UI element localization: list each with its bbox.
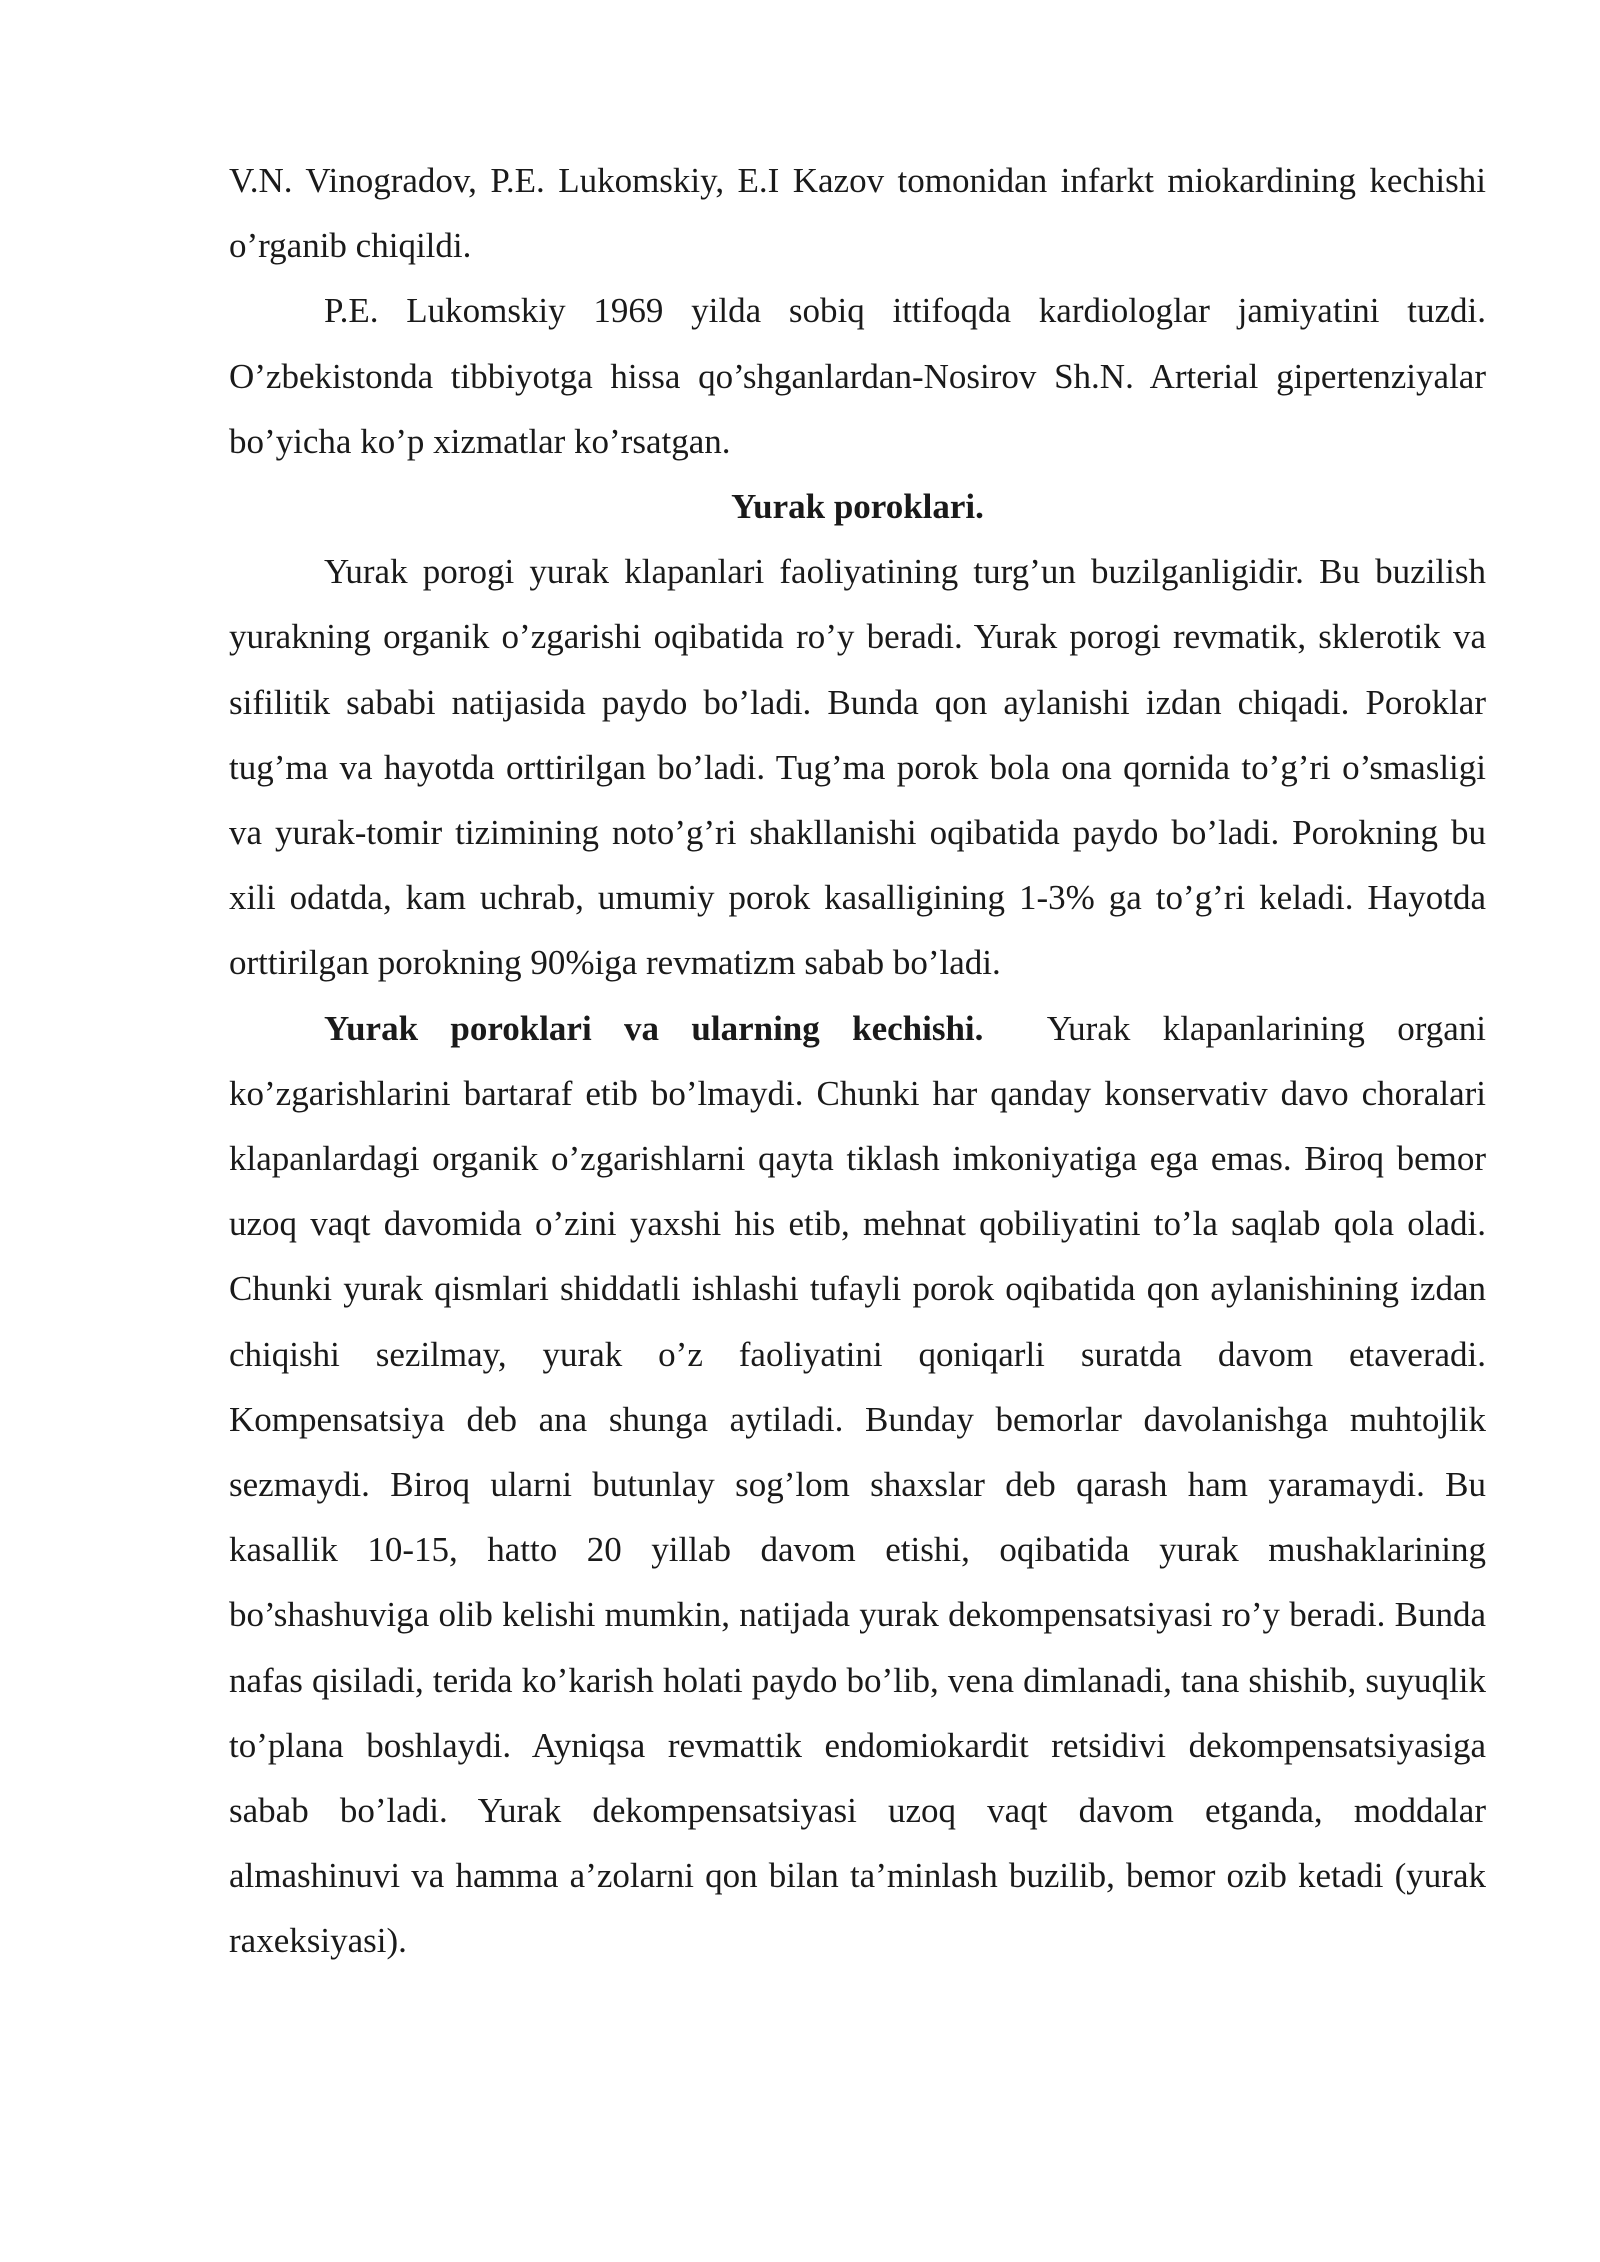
section-heading: Yurak poroklari. [731, 487, 984, 527]
paragraph-course [229, 996, 1486, 1974]
paragraph-definition: Yurak porogi yurak klapanlari faoliyatining turg’un buzilganligidir. Bu buzilish yurakning organik o’zgarishi oqibatida ro’y beradi. Yurak porogi revmatik, sklerotik va sifilitik sababi natijasida paydo bo’ladi. Bunda qon aylanishi izdan chiqadi. Poroklar tug’ma va hayotda orttirilgan bo’ladi. Tug’ma porok bola ona qornida to’g’ri o’smasligi va yurak-tomir tizimining noto’g’ri shakllanishi oqibatida paydo bo’ladi. Porokning bu xili odatda, kam uchrab, umumiy porok kasalligining 1-3% ga to’g’ri keladi. Hayotda orttirilgan porokning 90%iga revmatizm sabab bo’ladi. [229, 552, 1486, 983]
paragraph-course-body: Yurak klapanlarining organi ko’zgarishlarini bartaraf etib bo’lmaydi. Chunki har qanday konservativ davo choralari klapanlardagi organik o’zgarishlarni qayta tiklash imkoniyatiga ega emas. Biroq bemor uzoq vaqt davomida o’zini yaxshi his etib, mehnat qobiliyatini to’la saqlab qola oladi. Chunki yurak qismlari shiddatli ishlashi tufayli porok oqibatida qon aylanishining izdan chiqishi sezilmay, yurak o’z faoliyatini qoniqarli suratda davom etaveradi. Kompensatsiya deb ana shunga aytiladi. Bunday bemorlar davolanishga muhtojlik sezmaydi. Biroq ularni butunlay sog’lom shaxslar deb qarash ham yaramaydi. Bu kasallik 10-15, hatto 20 yillab davom etishi, oqibatida yurak mushaklarining bo’shashuviga olib kelishi mumkin, natijada yurak dekompensatsiyasi ro’y beradi. Bunda nafas qisiladi, terida ko’karish holati paydo bo’lib, vena dimlanadi, tana shishib, suyuqlik to’plana boshlaydi. Ayniqsa revmattik endomiokardit retsidivi dekompensatsiyasiga sabab bo’ladi. Yurak dekompensatsiyasi uzoq vaqt davom etganda, moddalar almashinuvi va hamma a’zolarni qon bilan ta’minlash buzilib, bemor ozib ketadi (yurak raxeksiyasi). [229, 1008, 1486, 1961]
paragraph-intro: V.N. Vinogradov, P.E. Lukomskiy, E.I Kazov tomonidan infarkt miokardining kechishi o’rganib chiqildi. [229, 161, 1486, 266]
paragraph-lukomskiy: P.E. Lukomskiy 1969 yilda sobiq ittifoqda kardiologlar jamiyatini tuzdi. O’zbekistonda tibbiyotga hissa qo’shganlardan-Nosirov Sh.N. Arterial gipertenziyalar bo’yicha ko’p xizmatlar ko’rsatgan. [229, 291, 1486, 461]
run-in-heading: Yurak poroklari va ularning kechishi. [324, 1008, 984, 1048]
document-page [229, 148, 1486, 1974]
